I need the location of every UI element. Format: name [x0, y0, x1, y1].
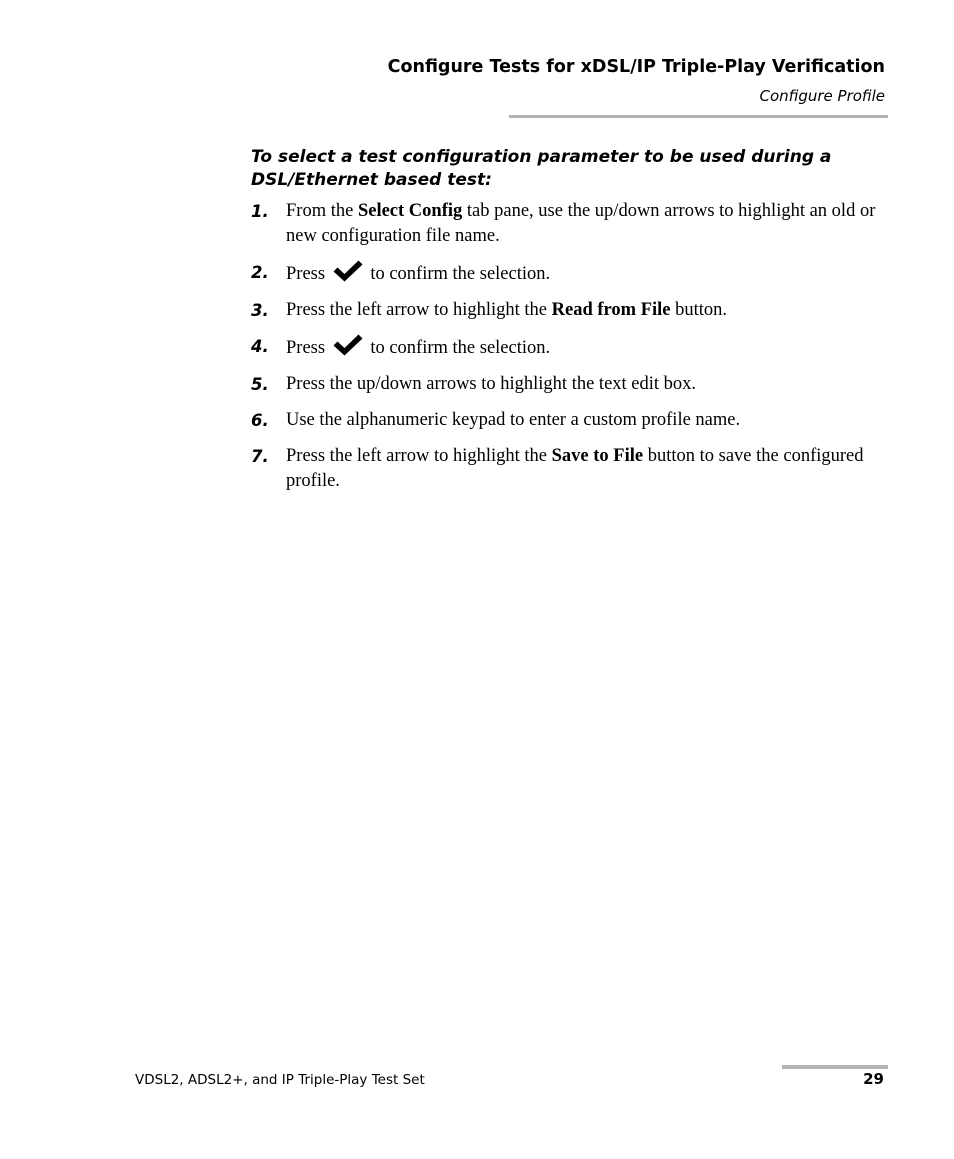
ui-term-save-to-file: Save to File [551, 446, 644, 466]
footer-divider [782, 1065, 888, 1069]
step-number: 4. [251, 337, 269, 356]
procedure-steps [251, 199, 891, 505]
step-text: button. [670, 300, 728, 320]
ui-term-select-config: Select Config [357, 201, 463, 221]
step-text: to confirm the selection. [370, 338, 551, 358]
step-text: tab pane, use the up/down arrows to highlight an old or new configuration file name. [286, 201, 876, 246]
procedure-intro: To select a test configuration parameter to be used during a DSL/Ethernet based test: [251, 147, 832, 190]
step-text: Press the up/down arrows to highlight the text edit box. [286, 374, 697, 394]
step-text: Use the alphanumeric keypad to enter a custom profile name. [286, 410, 741, 430]
step-7 [251, 444, 891, 494]
step-text: From the [286, 201, 358, 221]
step-text: to confirm the selection. [370, 264, 551, 284]
step-3 [251, 298, 891, 323]
step-5 [251, 372, 891, 397]
step-number: 6. [251, 411, 269, 430]
step-text: Press [286, 338, 326, 358]
step-2 [251, 260, 891, 287]
checkmark-icon [332, 334, 364, 356]
step-text: Press the left arrow to highlight the [286, 300, 552, 320]
step-text: button to save the configured profile. [286, 446, 864, 491]
page-header-title: Configure Tests for xDSL/IP Triple-Play Verification [387, 57, 885, 77]
ui-term-read-from-file: Read from File [551, 300, 671, 320]
step-1 [251, 199, 891, 249]
header-divider [509, 115, 888, 118]
step-number: 2. [251, 263, 269, 282]
step-4 [251, 334, 891, 361]
step-text: Press the left arrow to highlight the [286, 446, 552, 466]
step-text: Press [286, 264, 326, 284]
page-header-subtitle: Configure Profile [759, 87, 885, 105]
step-6 [251, 408, 891, 433]
step-number: 3. [251, 301, 269, 320]
page-number: 29 [863, 1070, 884, 1088]
checkmark-icon [332, 260, 364, 282]
step-number: 7. [251, 447, 269, 466]
step-number: 5. [251, 375, 269, 394]
footer-document-title: VDSL2, ADSL2+, and IP Triple-Play Test Set [135, 1072, 425, 1088]
step-number: 1. [251, 202, 269, 221]
